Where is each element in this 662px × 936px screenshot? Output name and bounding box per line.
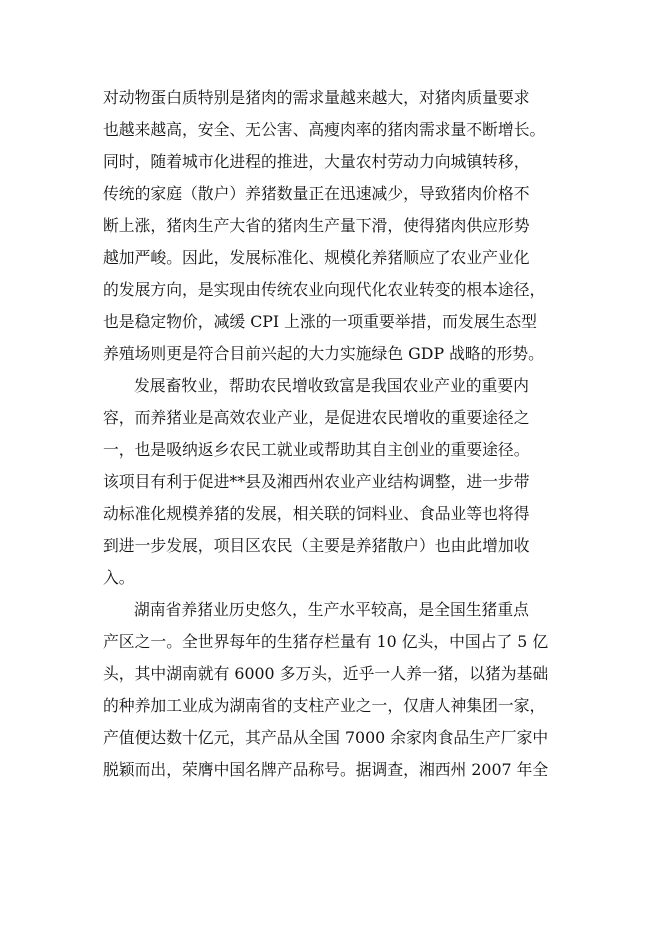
text-line-20: 的种养加工业成为湖南省的支柱产业之一，仅唐人神集团一家， [103,696,546,715]
text-line-16: 入。 [103,568,135,587]
text-line-2: 也越来越高，安全、无公害、高瘦肉率的猪肉需求量不断增长。 [103,120,546,139]
text-line-17: 湖南省养猪业历史悠久，生产水平较高，是全国生猪重点 [134,600,529,619]
text-line-19: 头，其中湖南就有 6000 多万头，近乎一人养一猪，以猪为基础 [103,664,549,683]
text-line-4: 传统的家庭（散户）养猪数量正在迅速减少，导致猪肉价格不 [103,184,530,203]
text-line-7: 的发展方向，是实现由传统农业向现代化农业转变的根本途径， [103,280,546,299]
text-line-13: 该项目有利于促进**县及湘西州农业产业结构调整，进一步带 [103,472,530,491]
text-line-18: 产区之一。全世界每年的生猪存栏量有 10 亿头，中国占了 5 亿 [103,632,549,651]
text-line-21: 产值便达数十亿元，其产品从全国 7000 余家肉食品生产厂家中 [103,728,549,747]
text-line-5: 断上涨，猪肉生产大省的猪肉生产量下滑，使得猪肉供应形势 [103,216,530,235]
text-line-10: 发展畜牧业，帮助农民增收致富是我国农业产业的重要内 [134,376,529,395]
text-line-9: 养殖场则更是符合目前兴起的大力实施绿色 GDP 战略的形势。 [103,344,544,363]
text-line-15: 到进一步发展，项目区农民（主要是养猪散户）也由此增加收 [103,536,530,555]
text-line-12: 一，也是吸纳返乡农民工就业或帮助其自主创业的重要途径。 [103,440,530,459]
text-line-22: 脱颖而出，荣膺中国名牌产品称号。据调查，湘西州 2007 年全 [103,760,549,779]
text-line-8: 也是稳定物价，减缓 CPI 上涨的一项重要举措，而发展生态型 [103,312,537,331]
text-line-11: 容，而养猪业是高效农业产业，是促进农民增收的重要途径之 [103,408,530,427]
text-line-3: 同时，随着城市化进程的推进，大量农村劳动力向城镇转移， [103,152,530,171]
text-line-14: 动标准化规模养猪的发展，相关联的饲料业、食品业等也将得 [103,504,530,523]
text-line-1: 对动物蛋白质特别是猪肉的需求量越来越大，对猪肉质量要求 [103,88,530,107]
text-line-6: 越加严峻。因此，发展标准化、规模化养猪顺应了农业产业化 [103,248,530,267]
